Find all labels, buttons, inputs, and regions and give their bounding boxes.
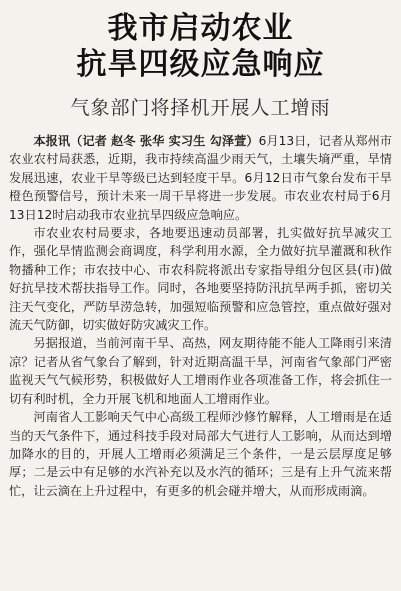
byline: 本报讯（记者 赵冬 张华 实习生 勾泽萱） [33, 134, 259, 148]
subheadline: 气象部门将择机开展人工增雨 [70, 97, 331, 119]
headline-line-2: 抗旱四级应急响应 [76, 47, 325, 82]
article-body [9, 132, 392, 500]
paragraph-text: 6月13日，记者从郑州市农业农村局获悉，近期，我市持续高温少雨天气，土壤失墒严重，旱情发展迅速，农业干旱等级已达到轻度干旱。6月12日市气象台发布干旱橙色预警信号，预计未来一周干旱将进一步发展。市农业农村局于6月13日12时启动我市农业抗旱四级应急响应。 [9, 134, 392, 222]
article-paragraph-4: 河南省人工影响天气中心高级工程师沙修竹解释，人工增雨是在适当的天气条件下，通过科技手段对局部大气进行人工影响，从而达到增加降水的目的，开展人工增雨必须满足三个条件，一是云层厚度足够厚；二是云中有足够的水汽补充以及水汽的循环；三是有上升气流来帮忙，让云滴在上升过程中，有更多的机会碰并增大，从而形成雨滴。 [9, 410, 392, 498]
headline-line-1: 我市启动农业 [107, 11, 294, 46]
article-paragraph-3: 另据报道，当前河南干旱、高热，网友期待能不能人工降雨引来清凉？记者从省气象台了解到，针对近期高温干旱，河南省气象部门严密监视天气气候形势，积极做好人工增雨作业各项准备工作，将会抓住一切有利时机，全力开展飞机和地面人工增雨作业。 [9, 336, 392, 406]
article-paragraph-2: 市农业农村局要求，各地要迅速动员部署，扎实做好抗旱减灾工作，强化旱情监测会商调度，科学利用水源，全力做好抗旱灌溉和秋作物播种工作；市农技中心、市农科院将派出专家指导组分包区县(市)做好抗旱技术帮扶指导工作。同时，各地要坚持防汛抗旱两手抓，密切关注天气变化，严防旱涝急转，加强短临预警和应急管控，重点做好强对流天气防御，切实做好防灾减灾工作。 [9, 226, 392, 333]
article-paragraph-1 [9, 132, 392, 224]
